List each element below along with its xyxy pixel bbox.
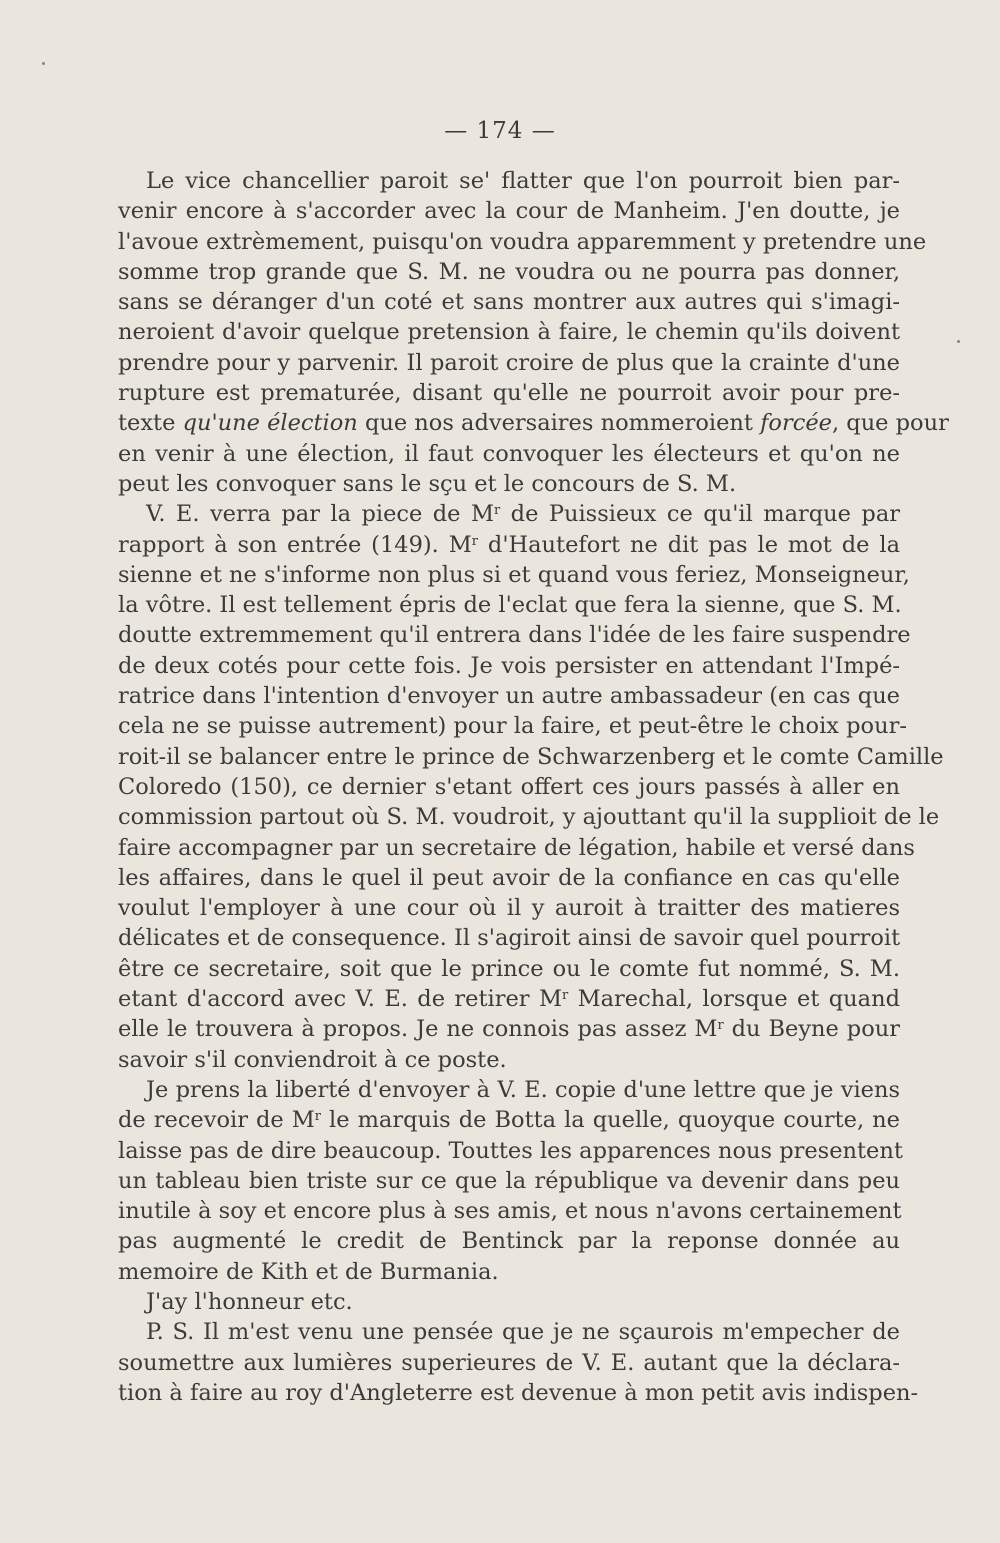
text-run: commission partout où S. M. voudroit, y ajouttant qu'il la supplioit de le	[118, 804, 940, 831]
text-run: de recevoir de M	[118, 1107, 315, 1134]
text-run: Le vice chancellier paroit se' flatter que l'on pourroit bien par-	[146, 168, 900, 194]
text-line	[118, 984, 900, 1014]
text-run: elle le trouvera à propos. Je ne connois pas assez M	[118, 1016, 718, 1043]
text-run: d'Hautefort ne dit pas le mot de la	[478, 531, 900, 558]
paper-speck	[957, 340, 960, 343]
text-run: ratrice dans l'intention d'envoyer un autre ambassadeur (en cas que	[118, 683, 900, 710]
text-run: venir encore à s'accorder avec la cour de Manheim. J'en doutte, je	[118, 198, 900, 225]
text-line	[118, 1105, 900, 1135]
text-line	[118, 1136, 903, 1166]
superscript: r	[494, 503, 501, 519]
text-run: en venir à une élection, il faut convoquer les électeurs et qu'on ne	[118, 440, 900, 467]
text-run: l'avoue extrèmement, puisqu'on voudra apparemment y pretendre une	[118, 228, 927, 255]
text-line	[118, 227, 927, 257]
text-run: neroient d'avoir quelque pretension à faire, le chemin qu'ils doivent	[118, 319, 900, 346]
text-line	[118, 317, 900, 347]
text-run: faire accompagner par un secretaire de légation, habile et versé dans	[118, 834, 915, 861]
text-line	[118, 863, 900, 893]
text-line	[118, 651, 900, 681]
text-line	[118, 378, 900, 408]
text-line	[118, 742, 944, 772]
text-line	[118, 1226, 900, 1256]
body-text	[118, 166, 949, 1408]
text-line	[118, 348, 900, 378]
text-run: que nos adversaires nommeroient	[357, 410, 761, 437]
text-line	[118, 469, 900, 499]
text-run: les affaires, dans le quel il peut avoir de la confiance en cas qu'elle	[118, 864, 900, 891]
text-run: sans se déranger d'un coté et sans montrer aux autres qui s'imagi-	[118, 289, 900, 316]
text-run: du Beyne pour	[723, 1016, 900, 1043]
text-run: de Puissieux ce qu'il marque par	[500, 501, 900, 528]
text-line	[118, 1196, 900, 1226]
text-line	[118, 772, 900, 802]
text-run: somme trop grande que S. M. ne voudra ou ne pourra pas donner,	[118, 258, 900, 285]
superscript: r	[314, 1109, 321, 1125]
text-run: P. S. Il m'est venu une pensée que je ne sçaurois m'empecher de	[146, 1319, 900, 1346]
text-run: Marechal, lorsque et quand	[568, 986, 900, 1013]
text-run: pas augmenté le credit de Bentinck par la reponse donnée au	[118, 1228, 900, 1255]
text-line	[118, 1014, 900, 1044]
text-line	[118, 287, 900, 317]
text-line	[118, 681, 900, 711]
text-line	[118, 923, 900, 953]
text-line	[118, 257, 900, 287]
text-run: un tableau bien triste sur ce que la république va devenir dans peu	[118, 1167, 900, 1194]
text-run: , que pour	[831, 410, 949, 437]
text-run: rapport à son entrée (149). M	[118, 531, 472, 558]
text-run: prendre pour y parvenir. Il paroit croire de plus que la crainte d'une	[118, 349, 900, 376]
text-line	[118, 802, 940, 832]
text-run: voulut l'employer à une cour où il y auroit à traitter des matieres	[118, 895, 900, 922]
text-run: V. E. verra par la piece de M	[146, 501, 494, 528]
text-run: peut les convoquer sans le sçu et le concours de S. M.	[118, 470, 737, 497]
text-run: roit-il se balancer entre le prince de Schwarzenberg et le comte Camille	[118, 743, 944, 770]
text-run: laisse pas de dire beaucoup. Touttes les apparences nous presentent	[118, 1137, 903, 1164]
text-line	[118, 1075, 900, 1105]
text-run: etant d'accord avec V. E. de retirer M	[118, 986, 562, 1013]
paper-speck	[42, 62, 45, 65]
text-run: délicates et de consequence. Il s'agiroit ainsi de savoir quel pourroit	[118, 925, 901, 952]
text-line	[118, 166, 900, 196]
text-run: sienne et ne s'informe non plus si et quand vous feriez, Monseigneur,	[118, 561, 910, 588]
text-run: soumettre aux lumières superieures de V. E. autant que la déclara-	[118, 1349, 900, 1376]
text-line	[118, 1045, 900, 1075]
superscript: r	[561, 988, 569, 1004]
text-run: le marquis de Botta la quelle, quoyque courte, ne	[321, 1107, 900, 1134]
text-run: texte	[118, 410, 183, 437]
text-line	[118, 560, 910, 590]
text-line	[118, 1378, 919, 1408]
text-run: la vôtre. Il est tellement épris de l'eclat que fera la sienne, que S. M.	[118, 592, 902, 619]
text-run: Je prens la liberté d'envoyer à V. E. copie d'une lettre que je viens	[146, 1076, 900, 1103]
text-line	[118, 1348, 900, 1378]
text-run: memoire de Kith et de Burmania.	[118, 1258, 499, 1285]
text-line	[118, 439, 900, 469]
text-run: Coloredo (150), ce dernier s'etant offert ces jours passés à aller en	[118, 773, 900, 800]
text-run: savoir s'il conviendroit à ce poste.	[118, 1046, 507, 1073]
text-line	[118, 620, 911, 650]
text-run: inutile à soy et encore plus à ses amis, et nous n'avons certainement	[118, 1198, 902, 1225]
text-run: J'ay l'honneur etc.	[146, 1288, 353, 1315]
text-line	[118, 833, 915, 863]
text-line	[118, 499, 900, 529]
text-line	[118, 954, 900, 984]
text-line	[118, 711, 907, 741]
text-line	[118, 1257, 900, 1287]
text-line	[118, 893, 900, 923]
text-line	[118, 196, 900, 226]
superscript: r	[471, 533, 479, 549]
text-run: de deux cotés pour cette fois. Je vois persister en attendant l'Impé-	[118, 652, 900, 679]
text-line	[118, 1287, 900, 1317]
text-run: être ce secretaire, soit que le prince ou le comte fut nommé, S. M.	[118, 955, 900, 982]
text-line	[118, 1166, 900, 1196]
text-line	[118, 408, 949, 438]
italic-text: forcée	[760, 410, 832, 437]
text-run: cela ne se puisse autrement) pour la faire, et peut-être le choix pour-	[118, 713, 907, 740]
superscript: r	[717, 1018, 724, 1034]
text-line	[118, 1317, 900, 1347]
text-run: doutte extremmement qu'il entrera dans l'idée de les faire suspendre	[118, 622, 911, 649]
page-number: — 174 —	[444, 118, 556, 144]
text-line	[118, 530, 900, 560]
italic-text: qu'une élection	[182, 410, 358, 437]
text-run: tion à faire au roy d'Angleterre est devenue à mon petit avis indispen-	[118, 1379, 919, 1406]
text-run: rupture est prematurée, disant qu'elle ne pourroit avoir pour pre-	[118, 380, 900, 407]
text-line	[118, 590, 900, 620]
